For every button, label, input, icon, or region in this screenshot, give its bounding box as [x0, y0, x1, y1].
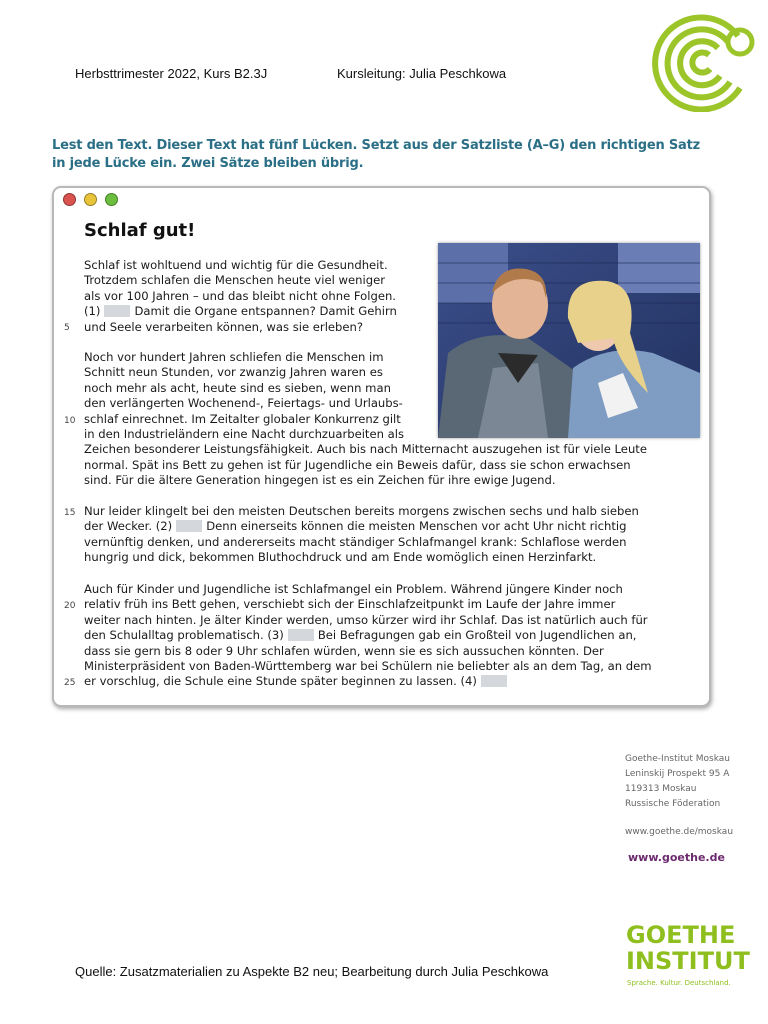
text-line: Noch vor hundert Jahren schliefen die Menschen im — [84, 350, 384, 364]
address-line: Goethe-Institut Moskau — [625, 754, 730, 764]
text-line: er vorschlug, die Schule eine Stunde später beginnen zu lassen. (4) — [84, 674, 704, 689]
course-teacher: Kursleitung: Julia Peschkowa — [337, 66, 507, 81]
paragraph-3 — [84, 504, 704, 566]
text-line: sind. Für die ältere Generation hingegen ist es ein Zeichen für ihre ewige Jugend. — [84, 473, 556, 488]
address-line: 119313 Moskau — [625, 784, 697, 794]
line-number: 10 — [64, 416, 76, 426]
window-titlebar — [54, 188, 709, 210]
goethe-website-link[interactable]: www.goethe.de — [628, 851, 725, 864]
close-icon — [63, 193, 76, 206]
text-line: weiter nach hinten. Je älter Kinder werden, umso kürzer wird ihr Schlaf. Das ist natürlich auch für — [84, 612, 648, 627]
gap-label-4: (4) — [460, 674, 477, 689]
gap-label-1: (1) — [84, 304, 101, 319]
text-line: noch mehr als acht, heute sind es sieben, wenn man — [84, 380, 391, 395]
line-number: 25 — [64, 678, 76, 688]
text-line: Trotzdem schlafen die Menschen heute viel weniger — [84, 273, 385, 288]
source-note: Quelle: Zusatzmaterialien zu Aspekte B2 neu; Bearbeitung durch Julia Peschkowa — [75, 964, 549, 979]
text-line: den Schulalltag problematisch. (3) Bei Befragungen gab ein Großteil von Jugendlichen an, — [84, 628, 637, 643]
line-number: 5 — [64, 323, 70, 333]
text-line: und Seele verarbeiten können, was sie erleben? — [84, 319, 364, 334]
text-line: Ministerpräsident von Baden-Württemberg war bei Schülern nie beliebter als an dem Tag, an dem — [84, 659, 652, 674]
gap-label-2: (2) — [155, 519, 173, 534]
task-instruction: Lest den Text. Dieser Text hat fünf Lücken. Setzt aus der Satzliste (A–G) den richtigen Satz in jede Lücke ein. Zwei Sätze bleiben übrig. — [52, 138, 700, 171]
text-line: vernünftig denken, und andererseits macht ständiger Schlafmangel krank: Schlaflose werden — [84, 534, 627, 549]
paragraph-2 — [84, 350, 704, 489]
text-line: relativ früh ins Bett gehen, verschiebt sich der Einschlafzeitpunkt im Laufe der Jahre immer — [84, 597, 616, 612]
address-web[interactable]: www.goethe.de/moskau — [625, 827, 734, 837]
minimize-icon — [84, 193, 97, 206]
paragraph-1 — [84, 258, 434, 335]
text-line: Schnitt neun Stunden, vor zwanzig Jahren waren es — [84, 365, 383, 380]
text-line: Nur leider klingelt bei den meisten Deutschen bereits morgens zwischen sechs und halb sieben — [84, 504, 639, 518]
address-line: Leninskij Prospekt 95 A — [625, 769, 730, 779]
text-line: Auch für Kinder und Jugendliche ist Schlafmangel ein Problem. Während jüngere Kinder noch — [84, 582, 623, 596]
text-line: als vor 100 Jahren – und das bleibt nicht ohne Folgen. — [84, 288, 396, 303]
text-line: Zeichen besonderer Leistungsfähigkeit. Auch bis nach Mitternacht auszugehen ist für viele Leute — [84, 442, 647, 457]
text-line: der Wecker. (2) Denn einerseits können die meisten Menschen vor acht Uhr nicht richtig — [84, 519, 627, 534]
maximize-icon — [105, 193, 118, 206]
text-line: (1) Damit die Organe entspannen? Damit Gehirn — [84, 304, 397, 319]
article-window — [52, 186, 711, 707]
gap-blank-2[interactable] — [176, 520, 202, 532]
address-line: Russische Föderation — [625, 799, 721, 809]
goethe-institut-logo: GOETHE INSTITUT — [626, 921, 750, 975]
gap-blank-1[interactable] — [104, 305, 130, 317]
text-line: hungrig und dick, bekommen Bluthochdruck und am Ende womöglich einen Herzinfarkt. — [84, 550, 597, 565]
gap-blank-4[interactable] — [481, 675, 507, 687]
line-number: 15 — [64, 508, 76, 518]
article-title: Schlaf gut! — [84, 220, 196, 241]
text-line: dass sie gern bis 8 oder 9 Uhr schlafen würden, wenn sie es sich aussuchen könnten. Der — [84, 643, 604, 658]
text-line: Schlaf ist wohltuend und wichtig für die Gesundheit. — [84, 258, 388, 272]
institute-address — [625, 752, 733, 840]
text-line: in den Industrieländern eine Nacht durchzuarbeiten als — [84, 427, 405, 442]
text-line: schlaf einrechnet. Im Zeitalter globaler Konkurrenz gilt — [84, 411, 401, 426]
logo-slogan: Sprache. Kultur. Deutschland. — [627, 979, 731, 987]
goethe-logo-icon — [648, 12, 756, 112]
gap-label-3: (3) — [267, 628, 284, 643]
line-number: 20 — [64, 601, 76, 611]
text-line: den verlängerten Wochenend-, Feiertags- und Urlaubs- — [84, 396, 403, 411]
paragraph-4 — [84, 582, 704, 690]
course-term: Herbsttrimester 2022, Kurs B2.3J — [75, 66, 268, 81]
gap-blank-3[interactable] — [288, 629, 314, 641]
text-line: normal. Spät ins Bett zu gehen ist für Jugendliche ein Beweis dafür, dass sie schon erwachsen — [84, 457, 631, 472]
